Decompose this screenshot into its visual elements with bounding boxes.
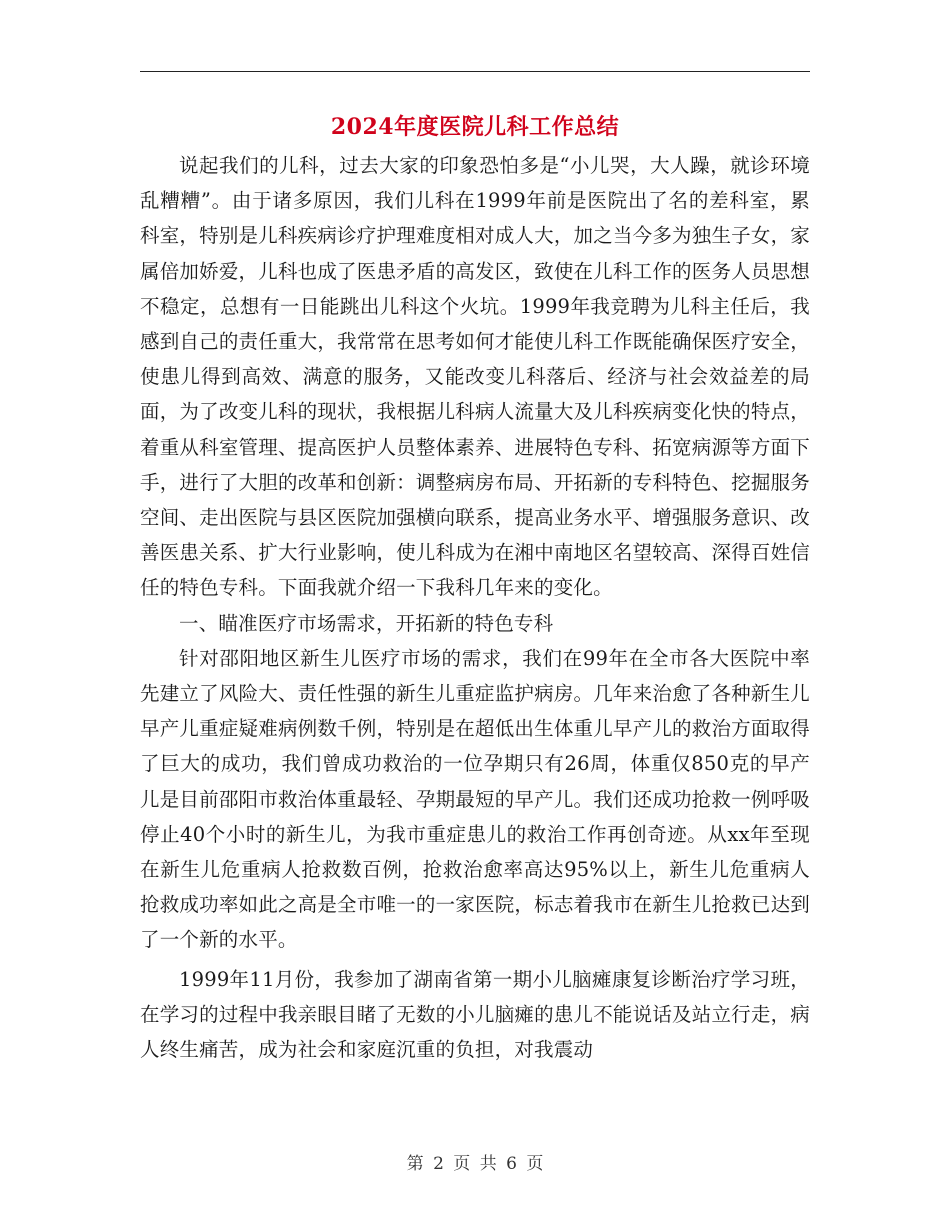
page-number: 第 2 页 共 6 页 <box>406 1154 544 1174</box>
paragraph-intro: 说起我们的儿科，过去大家的印象恐怕多是“小儿哭，大人躁，就诊环境乱糟糟”。由于诸多原因，我们儿科在1999年前是医院出了名的差科室，累科室，特别是儿科疾病诊疗护理难度相对成人大，加之当今多为独生子女，家属倍加娇爱，儿科也成了医患矛盾的高发区，致使在儿科工作的医务人员思想不稳定，总想有一日能跳出儿科这个火坑。1999年我竞聘为儿科主任后，我感到自己的责任重大，我常常在思考如何才能使儿科工作既能确保医疗安全，使患儿得到高效、满意的服务，又能改变儿科落后、经济与社会效益差的局面，为了改变儿科的现状，我根据儿科病人流量大及儿科疾病变化快的特点，着重从科室管理、提高医护人员整体素养、进展特色专科、拓宽病源等方面下手，进行了大胆的改革和创新：调整病房布局、开拓新的专科特色、挖掘服务空间、走出医院与县区医院加强横向联系，提高业务水平、增强服务意识、改善医患关系、扩大行业影响，使儿科成为在湘中南地区名望较高、深得百姓信任的特色专科。下面我就介绍一下我科几年来的变化。 <box>140 154 810 600</box>
document-title: 2024年度医院儿科工作总结 <box>330 114 620 140</box>
document-body <box>140 148 810 1067</box>
paragraph-cerebral-palsy: 1999年11月份，我参加了湖南省第一期小儿脑瘫康复诊断治疗学习班，在学习的过程中我亲眼目睹了无数的小儿脑瘫的患儿不能说话及站立行走，病人终生痛苦，成为社会和家庭沉重的负担，对我震动 <box>140 967 810 1062</box>
paragraph-neonatal: 针对邵阳地区新生儿医疗市场的需求，我们在99年在全市各大医院中率先建立了风险大、责任性强的新生儿重症监护病房。几年来治愈了各种新生儿早产儿重症疑难病例数千例，特别是在超低出生体重儿早产儿的救治方面取得了巨大的成功，我们曾成功救治的一位孕期只有26周，体重仅850克的早产儿是目前邵阳市救治体重最轻、孕期最短的早产儿。我们还成功抢救一例呼吸停止40个小时的新生儿，为我市重症患儿的救治工作再创奇迹。从xx年至现在新生儿危重病人抢救数百例，抢救治愈率高达95%以上，新生儿危重病人抢救成功率如此之高是全市唯一的一家医院，标志着我市在新生儿抢救已达到了一个新的水平。 <box>140 646 810 952</box>
header-rule <box>140 71 810 72</box>
section-heading-1: 一、瞄准医疗市场需求，开拓新的特色专科 <box>179 611 554 635</box>
